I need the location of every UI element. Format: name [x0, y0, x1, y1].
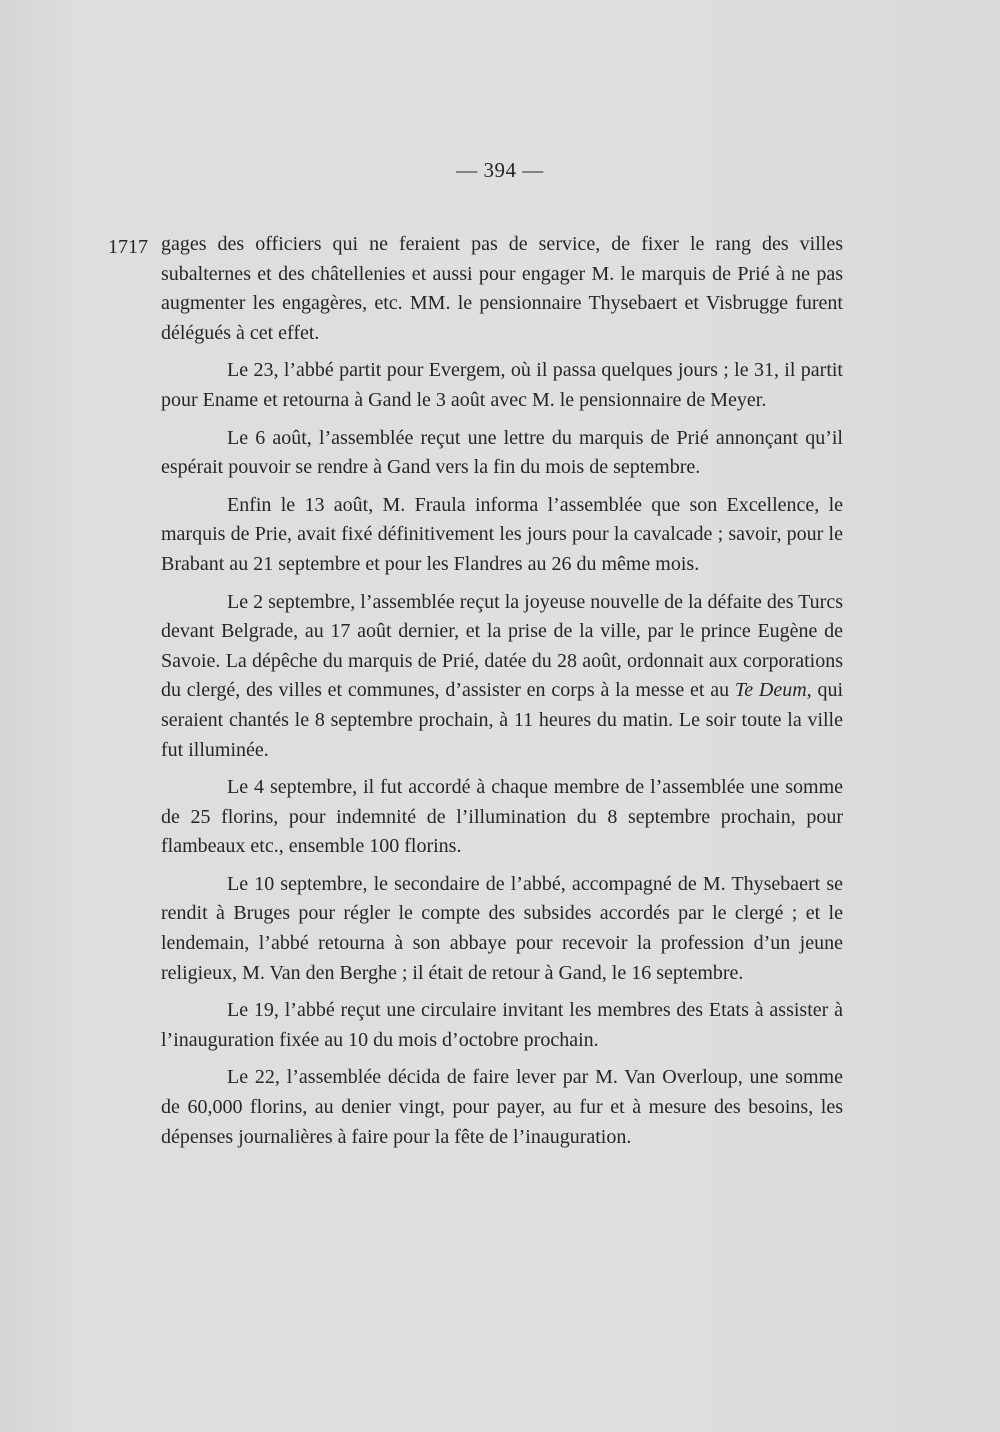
- paragraph-2: Le 23, l’abbé partit pour Evergem, où il passa quelques jours ; le 31, il partit pour Ename et retourna à Gand le 3 août avec M. le pensionnaire de Meyer.: [161, 359, 843, 411]
- body-text: [161, 230, 843, 1160]
- paragraph-4: Enfin le 13 août, M. Fraula informa l’assemblée que son Excellence, le marquis de Prie, avait fixé définitivement les jours pour la cavalcade ; savoir, pour le Brabant au 21 septembre et pour les Flandres au 26 du même mois.: [161, 493, 843, 575]
- paragraph-9: Le 22, l’assemblée décida de faire lever par M. Van Overloup, une somme de 60,000 florins, au denier vingt, pour payer, au fur et à mesure des besoins, les dépenses journalières à faire pour la fête de l’inauguration.: [161, 1066, 843, 1148]
- paragraph-3: Le 6 août, l’assemblée reçut une lettre du marquis de Prié annonçant qu’il espérait pouvoir se rendre à Gand vers la fin du mois de septembre.: [161, 426, 843, 479]
- page-number: — 394 —: [456, 158, 544, 182]
- te-deum-italic: Te Deum,: [734, 679, 812, 702]
- paragraph-1: gages des officiers qui ne feraient pas de service, de fixer le rang des villes subalternes et des châtellenies et aussi pour engager M. le marquis de Prié à ne pas augmenter les engagères, etc. MM. le pensionnaire Thysebaert et Visbrugge furent délégués à cet effet.: [161, 233, 843, 344]
- paragraph-5: [161, 588, 843, 766]
- paragraph-8: Le 19, l’abbé reçut une circulaire invitant les membres des Etats à assister à l’inauguration fixée au 10 du mois d’octobre prochain.: [161, 999, 843, 1051]
- paragraph-7: Le 10 septembre, le secondaire de l’abbé, accompagné de M. Thysebaert se rendit à Bruges pour régler le compte des subsides accordés par le clergé ; et le lendemain, l’abbé retourna à son abbaye pour recevoir la profession d’un jeune religieux, M. Van den Berghe ; il était de retour à Gand, le 16 septembre.: [161, 872, 843, 984]
- paragraph-6: Le 4 septembre, il fut accordé à chaque membre de l’assemblée une somme de 25 florins, pour indemnité de l’illumination du 8 septembre prochain, pour flambeaux etc., ensemble 100 florins.: [161, 776, 843, 858]
- paragraph-5-end: qui seraient chantés le 8 septembre prochain, à 11 heures du matin. Le soir toute la ville fut illuminée.: [161, 679, 844, 761]
- margin-year: 1717: [108, 236, 148, 258]
- paragraph-5-start: Le 2 septembre, l’assemblée reçut la joyeuse nouvelle de la défaite des Turcs devant Belgrade, au 17 août dernier, et la prise de la ville, par le prince Eugène de Savoie. La dépêche du marquis de Prié, datée du 28 août, ordonnait aux corporations du clergé, des villes et communes, d’assister en corps à la messe et au: [161, 590, 843, 702]
